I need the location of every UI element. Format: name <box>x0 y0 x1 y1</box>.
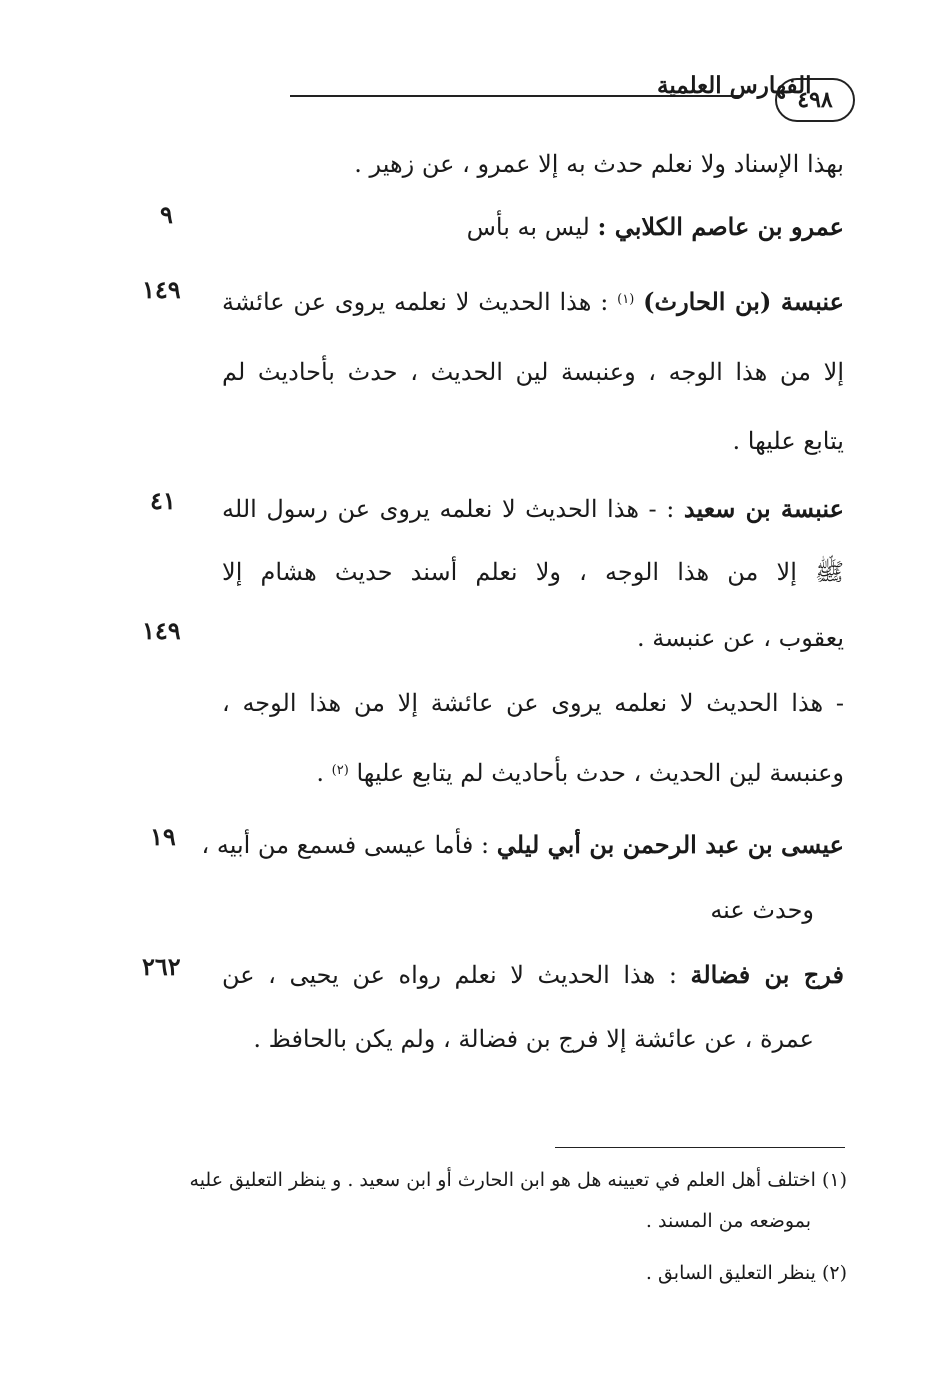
footnote-continuation: بموضعه من المسند . <box>645 1210 811 1232</box>
text-line: يتابع عليها . <box>732 427 844 455</box>
entry-name: عيسى بن عبد الرحمن بن أبي ليلي <box>496 830 844 859</box>
entry-line <box>467 210 844 244</box>
entry-text: : فأما عيسى فسمع من أبيه ، <box>201 831 490 859</box>
text-line: يعقوب ، عن عنبسة . <box>637 624 844 652</box>
footnote-ref: (١) <box>617 292 635 307</box>
page-ref: ٢٦٢ <box>142 952 181 981</box>
entry-name: عمرو بن عاصم الكلابي : <box>597 212 844 241</box>
footnote-rule <box>555 1147 845 1148</box>
footnote-ref: (٢) <box>331 763 349 778</box>
entry-line <box>222 285 844 319</box>
page-ref: ١٤٩ <box>142 275 181 304</box>
page-ref: ٤١ <box>150 486 176 515</box>
entry-name: عنبسة (بن الحارث) <box>643 287 844 316</box>
text-line <box>316 756 844 790</box>
page-ref: ١٤٩ <box>142 616 181 645</box>
text-line: عمرة ، عن عائشة إلا فرج بن فضالة ، ولم يكن بالحافظ . <box>253 1025 814 1053</box>
entry-line <box>222 492 844 526</box>
entry-text: : - هذا الحديث لا نعلمه يروى عن رسول الله <box>222 495 675 523</box>
entry-text: ليس به بأس <box>466 213 590 241</box>
page-number-badge: ٤٩٨ <box>775 78 855 122</box>
entry-line <box>222 958 844 992</box>
text-line: وحدث عنه <box>710 896 814 924</box>
sentence-end: . <box>316 759 325 787</box>
entry-text: : هذا الحديث لا نعلم رواه عن يحيى ، عن <box>222 961 677 989</box>
page-ref: ١٩ <box>150 822 176 851</box>
entry-name: فرج بن فضالة <box>690 960 844 989</box>
entry-text: : هذا الحديث لا نعلمه يروى عن عائشة <box>222 288 609 316</box>
text-line: - هذا الحديث لا نعلمه يروى عن عائشة إلا من هذا الوجه ، <box>222 689 844 717</box>
entry-line <box>201 828 844 862</box>
page-ref: ٩ <box>160 200 173 229</box>
running-header: الفهارس العلمية <box>657 72 812 99</box>
entry-name: عنبسة بن سعيد <box>683 494 844 523</box>
text-line: بهذا الإسناد ولا نعلم حدث به إلا عمرو ، عن زهير . <box>354 150 844 178</box>
footnote: (١) اختلف أهل العلم في تعيينه هل هو ابن الحارث أو ابن سعيد . و ينظر التعليق عليه <box>189 1169 847 1191</box>
footnote: (٢) ينظر التعليق السابق . <box>645 1262 847 1284</box>
entry-text: وعنبسة لين الحديث ، حدث بأحاديث لم يتابع عليها <box>356 759 844 787</box>
text-line: ﷺ إلا من هذا الوجه ، ولا نعلم أسند حديث هشام إلا <box>222 558 844 586</box>
text-line: إلا من هذا الوجه ، وعنبسة لين الحديث ، حدث بأحاديث لم <box>222 358 844 386</box>
